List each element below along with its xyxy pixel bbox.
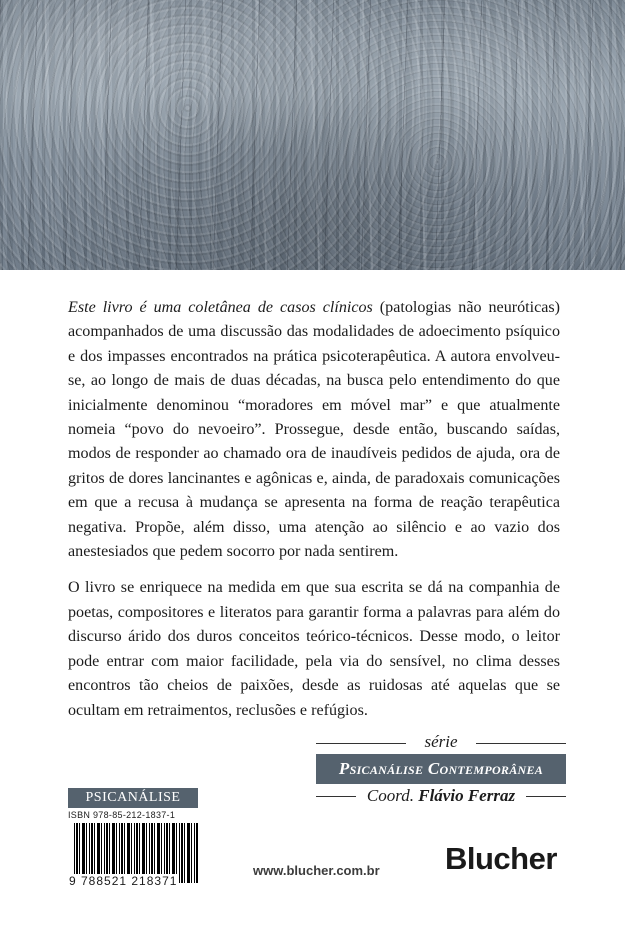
barcode-digits [68, 874, 198, 888]
series-name: Psicanálise Contemporânea [316, 754, 566, 784]
blurb-paragraph-1 [68, 296, 560, 564]
coord-prefix: Coord. [366, 786, 414, 805]
blurb-lead-italic: Este livro é uma coletânea de casos clínicos [68, 299, 373, 316]
publisher-logo: Blucher [445, 841, 557, 876]
series-coordinator [316, 784, 566, 808]
isbn-block [68, 788, 198, 898]
blurb-paragraph-1-text: (patologias não neuróticas) acompanhados de uma discussão das modalidades de adoecimento psíquico e dos impasses encontrados na prática psicoterapêutica. A autora envolveu-se, ao longo de mais de duas décadas, na busca pelo entendimento do que inicialmente denominou “moradores em móvel mar” e que atualmente nomeia “povo do nevoeiro”. Prossegue, desde então, buscando saídas, modos de responder ao chamado ora de inaudíveis pedidos de ajuda, ora de gritos de dores lancinantes e agônicas e, ainda, de paradoxais comunicações em que a recusa à mudança se apresenta na forma de reação terapêutica negativa. Propõe, além disso, uma atenção ao silêncio e ao vazio dos anestesiados que pedem socorro por nada sentirem. [68, 299, 560, 561]
blurb-paragraph-2: O livro se enriquece na medida em que sua escrita se dá na companhia de poetas, compositores e literatos para garantir forma a palavras para além do discurso árido dos duros conceitos teórico-técnicos. Desse modo, o leitor pode entrar com maior facilidade, pela via do sensível, no clima desses encontros tão cheios de paixões, desde as ruidosas até aquelas que se ocultam em retraimentos, reclusões e refúgios. [68, 579, 560, 719]
isbn-number: ISBN 978-85-212-1837-1 [68, 810, 176, 820]
series-badge [316, 732, 566, 808]
publisher-website: www.blucher.com.br [253, 863, 380, 878]
back-cover-blurb [68, 296, 560, 735]
barcode-digits-text: 9 788521 218371 [69, 874, 178, 888]
coordinator-name: Flávio Ferraz [418, 786, 516, 805]
cover-photo-condensation [0, 0, 625, 270]
water-droplets-texture [0, 0, 625, 270]
subject-category: PSICANÁLISE [68, 788, 198, 808]
series-label: série [316, 732, 566, 752]
